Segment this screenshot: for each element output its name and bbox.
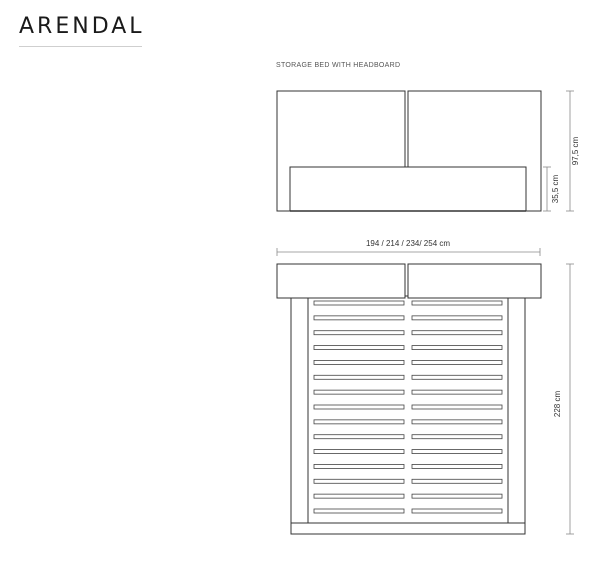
slat-12-left [314, 464, 404, 468]
bed-base-front [290, 167, 526, 211]
slat-13-right [412, 479, 502, 483]
width-dimension [277, 248, 540, 256]
frame-inner [308, 296, 508, 523]
slat-9-left [314, 420, 404, 424]
headboard-top-right [408, 264, 541, 298]
slat-5-right [412, 360, 502, 364]
slat-9-right [412, 420, 502, 424]
slat-11-right [412, 450, 502, 454]
slat-15-left [314, 509, 404, 513]
slat-2-right [412, 316, 502, 320]
slat-1-right [412, 301, 502, 305]
slat-5-left [314, 360, 404, 364]
slat-14-left [314, 494, 404, 498]
slat-6-right [412, 375, 502, 379]
slat-11-left [314, 450, 404, 454]
headboard-height-label: 97,5 cm [571, 136, 580, 166]
slat-8-left [314, 405, 404, 409]
slat-10-left [314, 435, 404, 439]
product-title: ARENDAL [19, 14, 145, 39]
slat-8-right [412, 405, 502, 409]
slat-2-left [314, 316, 404, 320]
slat-15-right [412, 509, 502, 513]
slat-12-right [412, 464, 502, 468]
slat-3-right [412, 331, 502, 335]
slat-4-right [412, 346, 502, 350]
slat-10-right [412, 435, 502, 439]
slat-14-right [412, 494, 502, 498]
slat-group [314, 301, 502, 513]
slat-13-left [314, 479, 404, 483]
front-view [277, 91, 541, 211]
slat-1-left [314, 301, 404, 305]
drawing-subtitle: STORAGE BED WITH HEADBOARD [276, 62, 401, 69]
base-height-label: 35,5 cm [551, 174, 560, 204]
base-height-dimension [543, 167, 551, 211]
slat-7-left [314, 390, 404, 394]
width-label: 194 / 214 / 234/ 254 cm [365, 239, 451, 248]
slat-6-left [314, 375, 404, 379]
slat-7-right [412, 390, 502, 394]
slat-4-left [314, 346, 404, 350]
slat-3-left [314, 331, 404, 335]
length-label: 228 cm [553, 390, 562, 418]
length-dimension [566, 264, 574, 534]
headboard-top-left [277, 264, 405, 298]
